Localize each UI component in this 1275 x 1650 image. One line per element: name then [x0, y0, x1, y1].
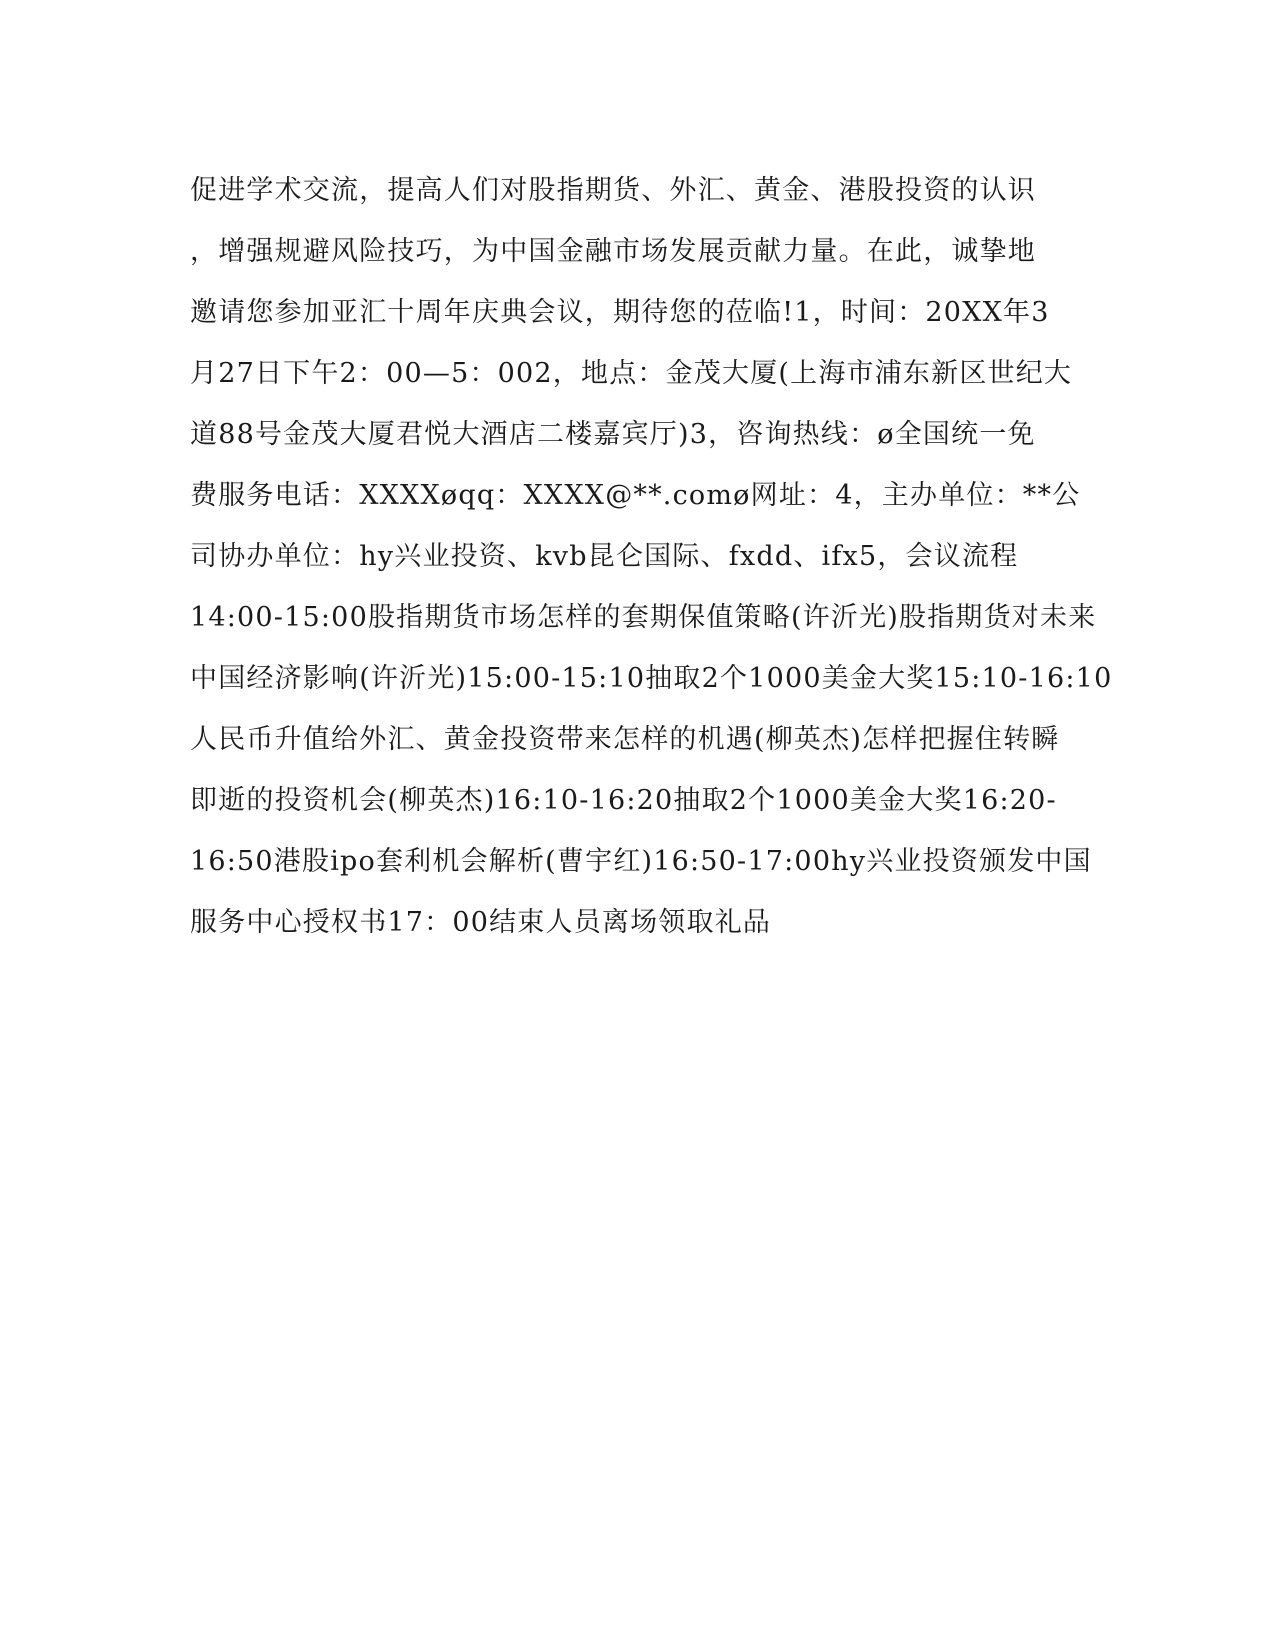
text-line: 邀请您参加亚汇十周年庆典会议，期待您的莅临!1，时间：20XX年3: [190, 297, 1050, 328]
text-line: 14:00-15:00股指期货市场怎样的套期保值策略(许沂光)股指期货对未来: [190, 602, 1097, 633]
text-line: ，增强规避风险技巧，为中国金融市场发展贡献力量。在此，诚挚地: [190, 236, 1036, 267]
body-paragraph: [190, 160, 1113, 953]
text-line: 即逝的投资机会(柳英杰)16:10-16:20抽取2个1000美金大奖16:20-: [190, 785, 1057, 816]
text-line: 人民币升值给外汇、黄金投资带来怎样的机遇(柳英杰)怎样把握住转瞬: [190, 724, 1060, 755]
text-line: 16:50港股ipo套利机会解析(曹宇红)16:50-17:00hy兴业投资颁发中国: [190, 846, 1092, 877]
text-line: 道88号金茂大厦君悦大酒店二楼嘉宾厅)3，咨询热线：ø全国统一免: [190, 419, 1036, 450]
text-line: 促进学术交流，提高人们对股指期货、外汇、黄金、港股投资的认识: [190, 175, 1036, 206]
text-line: 服务中心授权书17：00结束人员离场领取礼品: [190, 907, 772, 938]
text-line: 费服务电话：XXXXøqq：XXXX@**.comø网址：4，主办单位：**公: [190, 480, 1081, 511]
text-line: 中国经济影响(许沂光)15:00-15:10抽取2个1000美金大奖15:10-16:10: [190, 663, 1113, 694]
text-line: 月27日下午2：00—5：002，地点：金茂大厦(上海市浦东新区世纪大: [190, 358, 1073, 389]
text-line: 司协办单位：hy兴业投资、kvb昆仑国际、fxdd、ifx5，会议流程: [190, 541, 1019, 572]
